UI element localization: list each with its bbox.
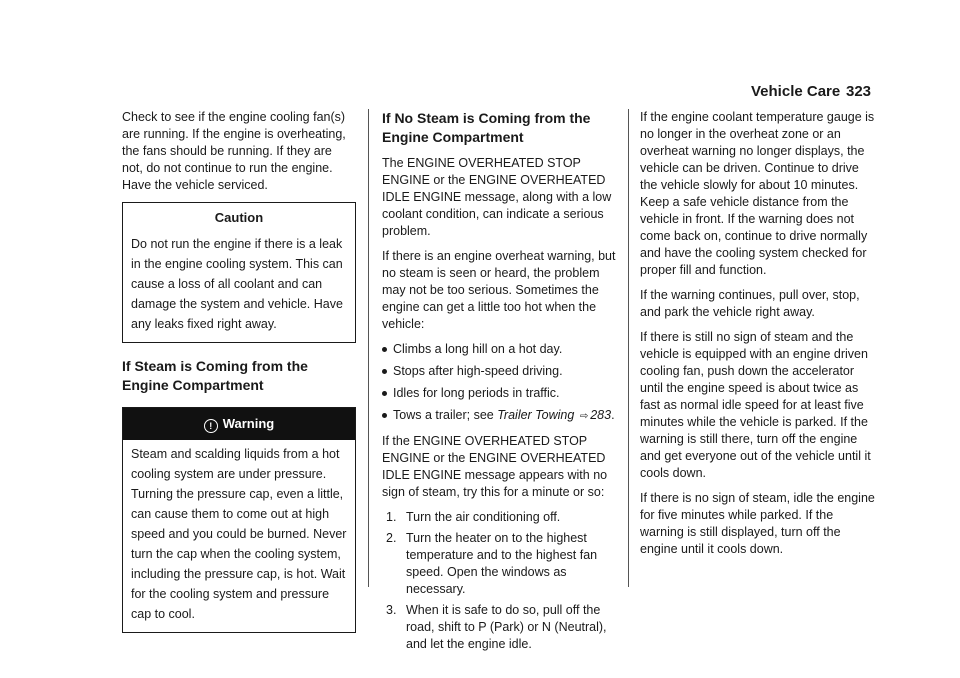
warning-box (122, 407, 356, 633)
page-ref-number[interactable]: 283 (590, 408, 612, 422)
column-left (122, 109, 356, 647)
paragraph: If there is still no sign of steam and the vehicle is equipped with an engine driven cooling fan, push down the accelerator until the engine speed is about twice as fast as normal idle speed for at least five minutes while the vehicle is parked. If the warning is still there, turn off the engine and get everyone out of the vehicle until it cools down. (640, 330, 871, 480)
column-divider (628, 109, 629, 587)
column-divider (368, 109, 369, 587)
caution-box (122, 202, 356, 343)
warning-title: Warning (222, 416, 275, 431)
warning-circle-icon: ! (204, 419, 218, 433)
steps-list (382, 509, 616, 653)
no-steam-heading: If No Steam is Coming from the Engine Compartment (382, 110, 591, 145)
list-item (382, 602, 616, 653)
conditions-list (382, 341, 616, 425)
steam-heading: If Steam is Coming from the Engine Compartment (122, 358, 308, 393)
list-item-text: . (611, 408, 615, 422)
paragraph: If there is no sign of steam, idle the engine for five minutes while parked. If the warning is still displayed, turn off the engine until it cools down. (640, 491, 875, 556)
step-number: 3. (386, 603, 397, 617)
column-right (640, 109, 877, 566)
list-item (382, 530, 616, 598)
paragraph: The ENGINE OVERHEATED STOP ENGINE or the ENGINE OVERHEATED IDLE ENGINE message, along with a low coolant condition, can indicate a serious problem. (382, 156, 612, 238)
caution-body: Do not run the engine if there is a leak in the engine cooling system. This can cause a loss of all coolant and can damage the system and vehicle. Have any leaks fixed right away. (131, 237, 343, 331)
step-text: When it is safe to do so, pull off the road, shift to P (Park) or N (Neutral), and let the engine idle. (406, 603, 607, 651)
list-item: Climbs a long hill on a hot day. (382, 341, 616, 358)
paragraph: If there is an engine overheat warning, but no steam is seen or heard, the problem may not be too serious. Sometimes the engine can get a little too hot when the vehicle: (382, 249, 616, 331)
warning-body: Steam and scalding liquids from a hot cooling system are under pressure. Turning the pressure cap, even a little, can cause them to come out at high speed and you could be burned. Never turn the cap when the cooling system, including the pressure cap, is hot. Wait for the cooling system and pressure cap to cool. (131, 447, 347, 621)
section-title: Vehicle Care (751, 83, 841, 100)
list-item: Stops after high-speed driving. (382, 363, 616, 380)
paragraph: If the engine coolant temperature gauge is no longer in the overheat zone or an overheat warning no longer displays, the vehicle can be driven. Continue to drive the vehicle slowly for about 10 minutes. Keep a safe vehicle distance from the vehicle in front. If the warning does not come back on, continue to drive normally and have the cooling system checked for proper fill and function. (640, 110, 875, 277)
step-text: Turn the air conditioning off. (406, 510, 561, 524)
step-text: Turn the heater on to the highest temperature and to the highest fan speed. Open the windows as necessary. (406, 531, 598, 596)
caution-title: Caution (214, 210, 264, 225)
trailer-towing-link[interactable]: Trailer Towing (497, 408, 575, 422)
page-number: 323 (846, 83, 872, 100)
list-item-text: Tows a trailer; see (393, 408, 498, 422)
warning-header (123, 408, 355, 440)
list-item (382, 509, 616, 526)
step-number: 1. (386, 510, 397, 524)
list-item (382, 407, 616, 425)
step-number: 2. (386, 531, 397, 545)
page-ref-arrow-icon: ⇨ (579, 411, 589, 422)
column-middle (382, 109, 616, 657)
paragraph: If the ENGINE OVERHEATED STOP ENGINE or the ENGINE OVERHEATED IDLE ENGINE message appears with no sign of steam, try this for a minute or so: (382, 434, 608, 499)
paragraph: If the warning continues, pull over, stop, and park the vehicle right away. (640, 288, 860, 319)
list-item: Idles for long periods in traffic. (382, 385, 616, 402)
intro-paragraph: Check to see if the engine cooling fan(s) are running. If the engine is overheating, the fans should be running. If they are not, do not continue to run the engine. Have the vehicle serviced. (122, 110, 346, 192)
